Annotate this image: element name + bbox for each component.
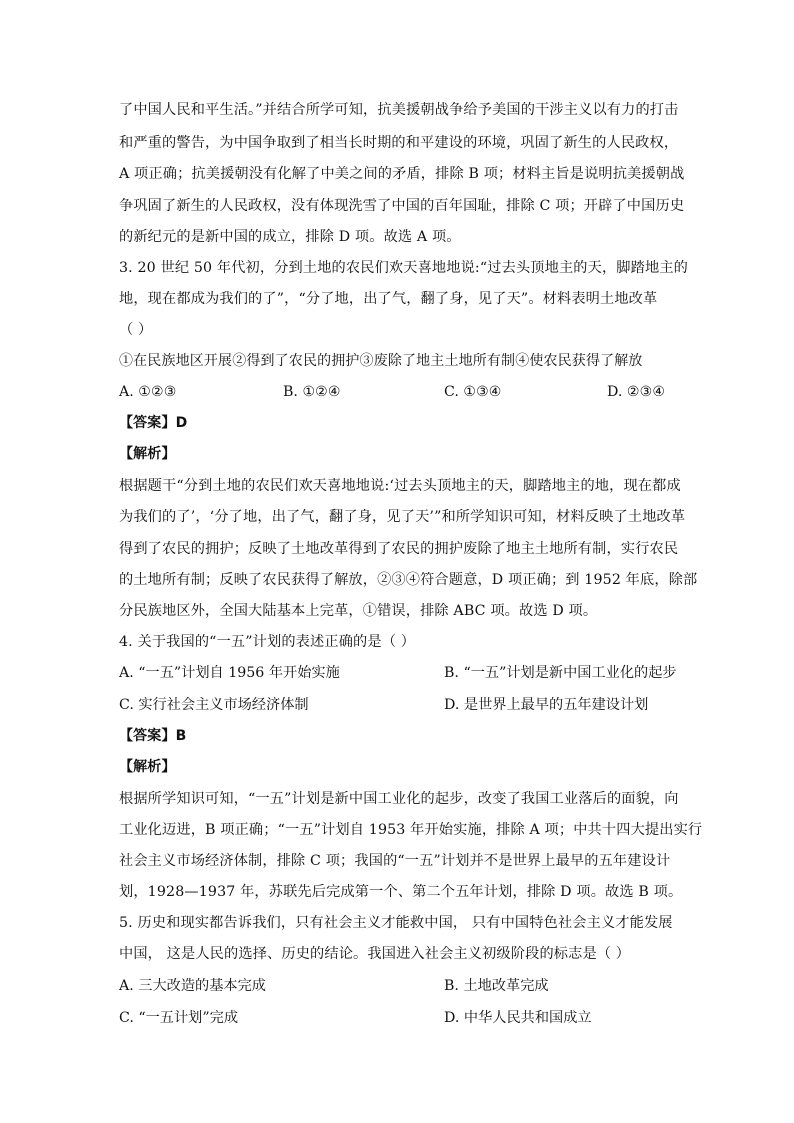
q4-option-c: C. 实行社会主义市场经济体制 [119,697,309,713]
q3-statements: ①在民族地区开展②得到了农民的拥护③废除了地主土地所有制④使农民获得了解放 [119,353,643,369]
q5-stem-line: 中国， 这是人民的选择、历史的结论。我国进入社会主义初级阶段的标志是（ ） [119,946,631,962]
q5-stem-line: 5. 历史和现实都告诉我们，只有社会主义才能救中国， 只有中国特色社会主义才能发展 [119,915,673,931]
q3-option-a: A. ①②③ [119,384,177,400]
q4-analysis-line: 划，1928—1937 年，苏联先后完成第一个、第二个五年计划，排除 D 项。故选 B 项。 [119,884,683,900]
q4-analysis-label: 【解析】 [119,759,176,775]
q3-analysis-line: 得到了农民的拥护；反映了土地改革得到了农民的拥护废除了地主土地所有制，实行农民 [119,541,679,557]
q3-stem-line: 地，现在都成为我们的了”，“分了地，出了气，翻了身，见了天”。材料表明土地改革 [119,291,658,307]
q4-option-d: D. 是世界上最早的五年建设计划 [444,697,649,713]
text-line: 和严重的警告，为中国争取到了相当长时期的和平建设的环境，巩固了新生的人民政权， [119,135,679,151]
q4-analysis-line: 根据所学知识可知，“一五”计划是新中国工业化的起步，改变了我国工业落后的面貌，向 [119,791,679,807]
q4-answer-label: 【答案】B [119,728,187,744]
q4-option-b: B. “一五”计划是新中国工业化的起步 [444,665,677,681]
text-line: A 项正确；抗美援朝没有化解了中美之间的矛盾，排除 B 项；材料主旨是说明抗美援朝战 [119,166,685,182]
q4-stem: 4. 关于我国的“一五”计划的表述正确的是（ ） [119,634,416,650]
q3-option-b: B. ①②④ [283,384,341,400]
q4-option-a: A. “一五”计划自 1956 年开始实施 [119,665,340,681]
q5-option-b: B. 土地改革完成 [444,978,549,994]
q3-analysis-line: 根据题干“分到土地的农民们欢天喜地地说:‘过去头顶地主的天，脚踏地主的地，现在都成 [119,478,681,494]
q4-analysis-line: 工业化迈进，B 项正确；“一五”计划自 1953 年开始实施，排除 A 项；中共十四大提出实行 [119,822,703,838]
text-line: 的新纪元的是新中国的成立，排除 D 项。故选 A 项。 [119,229,461,245]
text-line: 争巩固了新生的人民政权，没有体现洗雪了中国的百年国耻，排除 C 项；开辟了中国历史 [119,198,685,214]
q3-option-d: D. ②③④ [607,384,666,400]
q3-option-c: C. ①③④ [444,384,502,400]
q3-answer-label: 【答案】D [119,415,188,431]
q4-analysis-line: 社会主义市场经济体制，排除 C 项；我国的“一五”计划并不是世界上最早的五年建设计 [119,853,671,869]
q3-stem-line: 3. 20 世纪 50 年代初，分到土地的农民们欢天喜地地说:“过去头顶地主的天，脚踏地主的 [119,260,688,276]
q3-analysis-line: 分民族地区外，全国大陆基本上完革，①错误，排除 ABC 项。故选 D 项。 [119,603,598,619]
q3-analysis-line: 为我们的了’，‘分了地，出了气，翻了身，见了天’”和所学知识可知，材料反映了土地改革 [119,509,686,525]
q5-option-d: D. 中华人民共和国成立 [444,1010,592,1026]
text-line: 了中国人民和平生活。”并结合所学可知，抗美援朝战争给予美国的干涉主义以有力的打击 [119,102,679,118]
q3-stem-blank: （ ） [119,322,153,338]
q3-analysis-label: 【解析】 [119,446,176,462]
q3-analysis-line: 的土地所有制；反映了农民获得了解放，②③④符合题意，D 项正确；到 1952 年底，除部 [119,572,698,588]
q5-option-a: A. 三大改造的基本完成 [119,978,266,994]
q5-option-c: C. “一五计划”完成 [119,1010,239,1026]
